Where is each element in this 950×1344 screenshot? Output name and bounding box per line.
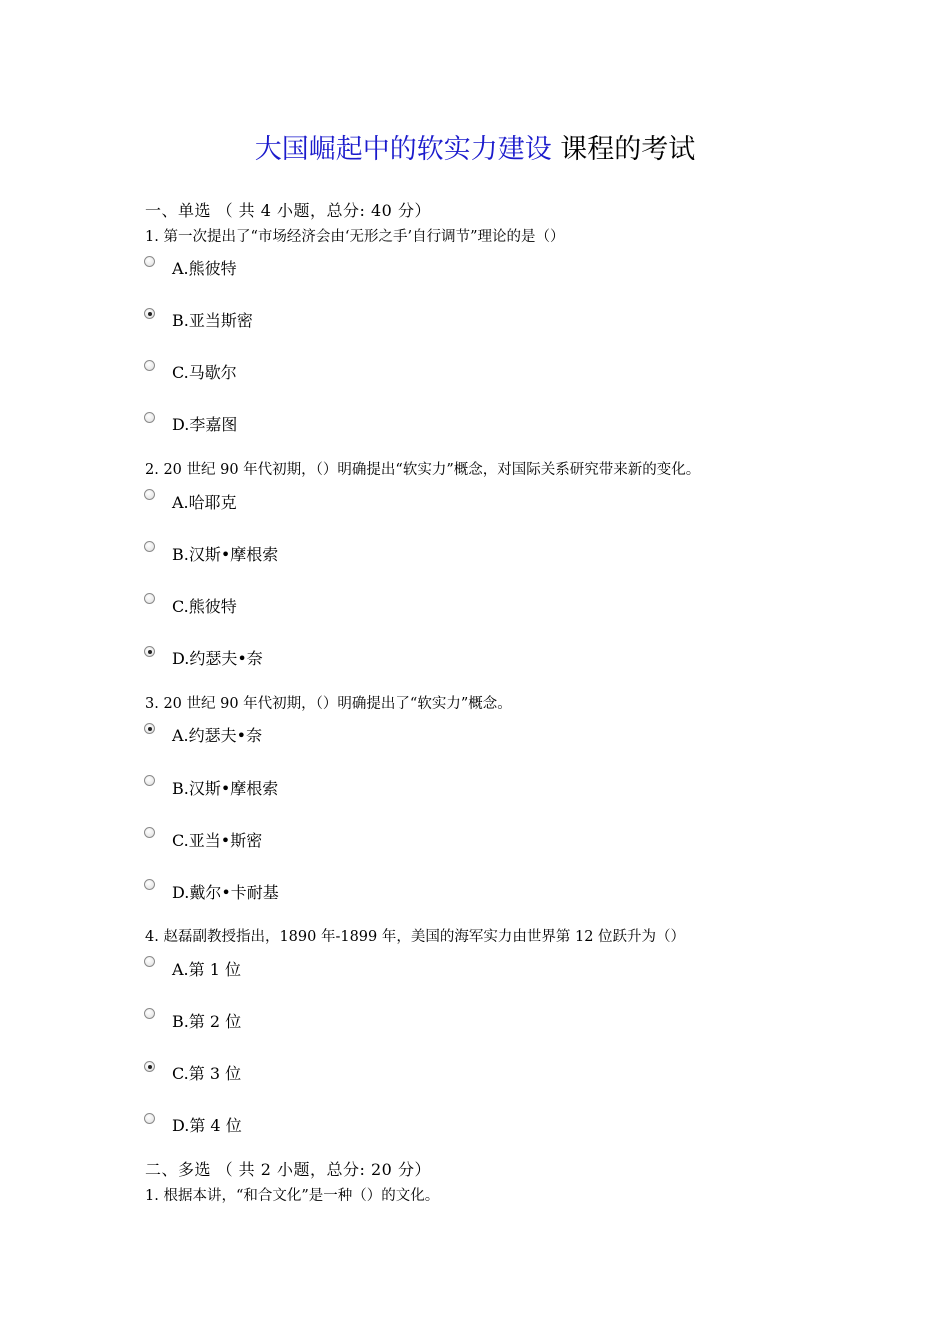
question-text: 1. 第一次提出了“市场经济会由‘无形之手’自行调节”理论的是（）: [145, 229, 565, 245]
radio-button[interactable]: [144, 256, 155, 267]
radio-button[interactable]: [144, 593, 155, 604]
option-label: A.哈耶克: [172, 493, 237, 512]
page-title: [0, 130, 950, 170]
section-header-multiple-choice: 二、多选 （ 共 2 小题，总分: 20 分）: [145, 1160, 431, 1179]
question-text: 2. 20 世纪 90 年代初期，（）明确提出“软实力”概念，对国际关系研究带来新的变化。: [145, 462, 701, 478]
option-label: D.李嘉图: [172, 415, 238, 434]
title-suffix: 课程的考试: [560, 134, 696, 165]
radio-button[interactable]: [144, 412, 155, 423]
radio-button[interactable]: [144, 360, 155, 371]
option-label: C.亚当•斯密: [172, 831, 263, 850]
question-text: 3. 20 世纪 90 年代初期，（）明确提出了“软实力”概念。: [145, 696, 512, 712]
option-label: C.第 3 位: [172, 1064, 242, 1083]
option-label: C.熊彼特: [172, 597, 237, 616]
radio-button[interactable]: [144, 541, 155, 552]
radio-button[interactable]: [144, 489, 155, 500]
radio-button[interactable]: [144, 827, 155, 838]
option-label: A.熊彼特: [172, 259, 237, 278]
option-label: A.约瑟夫•奈: [172, 726, 263, 745]
option-label: B.亚当斯密: [172, 311, 253, 330]
course-name: 大国崛起中的软实力建设: [254, 134, 552, 165]
radio-button[interactable]: [144, 308, 155, 319]
radio-button[interactable]: [144, 956, 155, 967]
section-header-single-choice: 一、单选 （ 共 4 小题，总分: 40 分）: [145, 201, 431, 220]
radio-button[interactable]: [144, 1113, 155, 1124]
radio-button[interactable]: [144, 723, 155, 734]
option-label: C.马歇尔: [172, 363, 237, 382]
radio-button[interactable]: [144, 879, 155, 890]
option-label: B.第 2 位: [172, 1012, 242, 1031]
option-label: B.汉斯•摩根索: [172, 779, 279, 798]
option-label: D.戴尔•卡耐基: [172, 883, 279, 902]
radio-button[interactable]: [144, 646, 155, 657]
question-text: 1. 根据本讲，“和合文化”是一种（）的文化。: [145, 1188, 440, 1204]
option-label: D.约瑟夫•奈: [172, 649, 263, 668]
option-label: D.第 4 位: [172, 1116, 242, 1135]
option-label: B.汉斯•摩根索: [172, 545, 279, 564]
radio-button[interactable]: [144, 1061, 155, 1072]
question-text: 4. 赵磊副教授指出，1890 年-1899 年，美国的海军实力由世界第 12 位跃升为（）: [145, 929, 686, 945]
radio-button[interactable]: [144, 775, 155, 786]
radio-button[interactable]: [144, 1008, 155, 1019]
option-label: A.第 1 位: [172, 960, 241, 979]
